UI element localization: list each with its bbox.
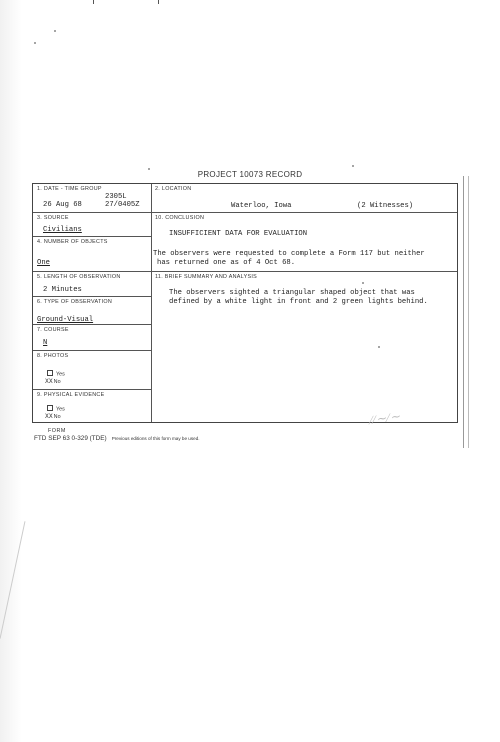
physical-evidence-no-option[interactable] (45, 413, 61, 420)
form-note: Previous editions of this form may be used. (111, 436, 200, 441)
dust-speck (34, 42, 36, 44)
date-time-label: 1. DATE - TIME GROUP (37, 186, 102, 192)
photos-no-label: No (53, 379, 61, 385)
physical-evidence-label: 9. PHYSICAL EVIDENCE (37, 392, 105, 398)
scan-mark (158, 0, 159, 4)
scan-mark (93, 0, 94, 4)
scan-edge-line (468, 176, 469, 448)
photos-label: 8. PHOTOS (37, 353, 69, 359)
time-zulu-value: 27/0405Z (105, 201, 140, 209)
checkbox-icon (47, 405, 53, 411)
record-form (32, 183, 458, 423)
scan-edge-shadow (0, 0, 22, 742)
number-of-objects-value: One (37, 259, 50, 267)
footer-form-word: FORM (48, 428, 66, 434)
time-local-value: 2305L (105, 193, 127, 201)
handwritten-mark: ∕∕∼∕∼ (369, 408, 402, 428)
photos-yes-option[interactable] (47, 370, 65, 378)
type-of-observation-value: Ground-Visual (37, 316, 94, 324)
number-of-objects-label: 4. NUMBER OF OBJECTS (37, 239, 108, 245)
source-label: 3. SOURCE (37, 215, 69, 221)
row-divider (33, 296, 151, 297)
course-label: 7. COURSE (37, 327, 69, 333)
page-title: PROJECT 10073 RECORD (197, 170, 303, 179)
conclusion-note-line2: has returned one as of 4 Oct 68. (157, 259, 296, 267)
date-value: 26 Aug 68 (43, 201, 82, 209)
dust-speck (352, 165, 354, 167)
checkbox-icon (47, 370, 53, 376)
witnesses-value: (2 Witnesses) (357, 202, 414, 210)
course-value: N (43, 339, 48, 347)
dust-speck (54, 30, 56, 32)
row-divider (33, 324, 151, 325)
length-of-observation-label: 5. LENGTH OF OBSERVATION (37, 274, 121, 280)
location-label: 2. LOCATION (155, 186, 192, 192)
scan-edge-line (463, 176, 464, 448)
row-divider (33, 350, 151, 351)
physical-evidence-no-label: No (53, 414, 61, 420)
physical-evidence-yes-label: Yes (56, 406, 65, 413)
type-of-observation-label: 6. TYPE OF OBSERVATION (37, 299, 113, 305)
summary-line2: defined by a white light in front and 2 green lights behind. (169, 298, 428, 306)
row-divider (33, 236, 151, 237)
location-value: Waterloo, Iowa (231, 202, 292, 210)
row-divider (33, 212, 457, 213)
summary-line1: The observers sighted a triangular shaped object that was (169, 289, 415, 297)
source-value: Civilians (43, 226, 82, 234)
photos-no-mark: XX (45, 378, 53, 385)
photos-no-option[interactable] (45, 378, 61, 385)
form-id: FTD SEP 63 0-329 (TDE) (34, 435, 107, 442)
footer-form-id (34, 435, 200, 442)
summary-label: 11. BRIEF SUMMARY AND ANALYSIS (155, 274, 258, 280)
row-divider (33, 389, 151, 390)
conclusion-label: 10. CONCLUSION (155, 215, 205, 221)
photos-yes-label: Yes (56, 371, 65, 378)
conclusion-value: INSUFFICIENT DATA FOR EVALUATION (169, 230, 308, 238)
physical-evidence-yes-option[interactable] (47, 405, 65, 413)
physical-evidence-no-mark: XX (45, 413, 53, 420)
conclusion-note-line1: The observers were requested to complete a Form 117 but neither (153, 250, 425, 258)
row-divider (33, 271, 457, 272)
length-of-observation-value: 2 Minutes (43, 286, 82, 294)
column-divider (151, 184, 152, 422)
